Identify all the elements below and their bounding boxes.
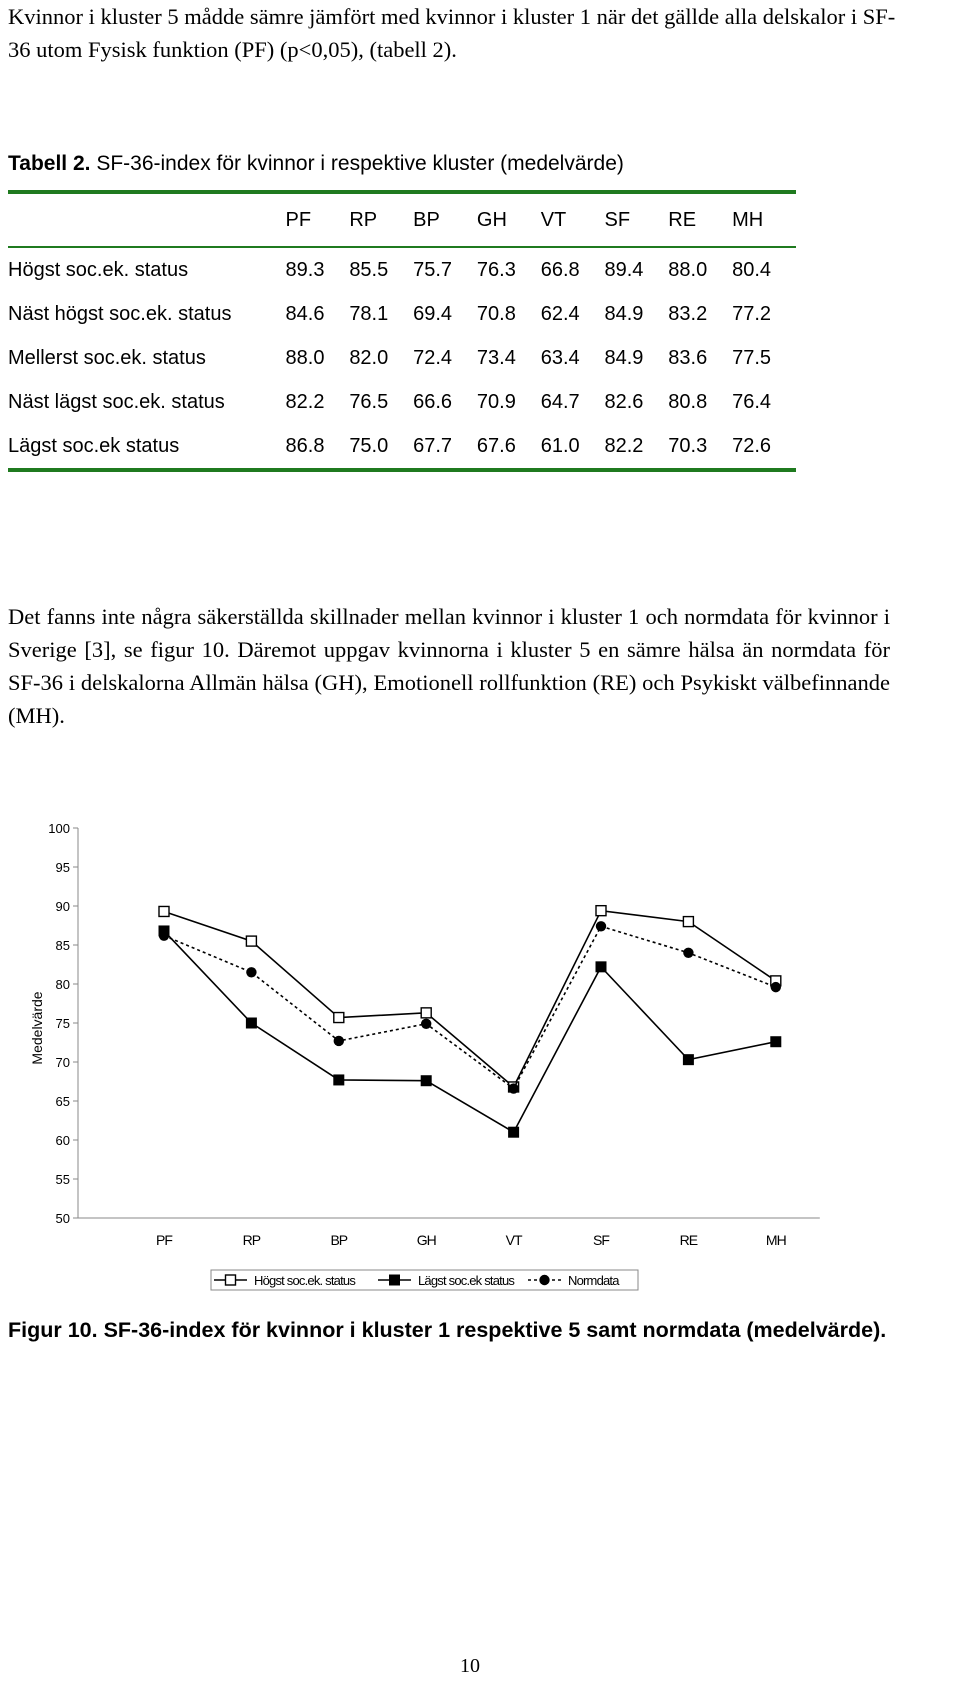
x-tick-label: GH — [416, 1232, 436, 1248]
table-cell: 80.8 — [668, 390, 708, 413]
y-tick-label: 80 — [55, 977, 70, 992]
row-label: Mellerst soc.ek. status — [8, 346, 206, 369]
row-label: Lägst soc.ek status — [8, 434, 180, 457]
legend-label: Normdata — [568, 1273, 619, 1288]
table-cell: 86.8 — [285, 434, 325, 457]
table-cell: 84.9 — [604, 302, 644, 325]
table-cell: 63.4 — [540, 346, 580, 369]
table-cell: 88.0 — [285, 346, 325, 369]
table-cell: 80.4 — [732, 258, 772, 281]
data-point — [683, 948, 693, 958]
chart-legend — [211, 1270, 638, 1290]
table-cell: 85.5 — [349, 258, 389, 281]
column-header-sf: SF — [604, 208, 631, 231]
table-cell: 82.2 — [604, 434, 644, 457]
table-row — [8, 247, 796, 292]
data-point — [421, 1019, 431, 1029]
x-tick-label: SF — [593, 1232, 609, 1248]
table-cell: 76.4 — [732, 390, 772, 413]
y-tick-label: 65 — [55, 1094, 70, 1109]
body-paragraph: Det fanns inte några säkerställda skillnader mellan kvinnor i kluster 1 och normdata för kvinnor i Sverige [3], se figur 10. Däremot uppgav kvinnorna i kluster 5 en sämre hälsa än normdata för SF-36 i delskalorna Allmän hälsa (GH), Emotionell rollfunktion (RE) och Psykiskt välbefinnande (MH). — [8, 604, 890, 728]
x-tick-label: VT — [505, 1232, 522, 1248]
data-point — [159, 906, 169, 916]
table-cell: 78.1 — [349, 302, 389, 325]
line-chart — [0, 805, 960, 1295]
y-tick-label: 50 — [55, 1211, 70, 1226]
table-cell: 82.6 — [604, 390, 644, 413]
table-cell: 70.9 — [476, 390, 516, 413]
chart-series-3 — [159, 921, 781, 1094]
y-tick-label: 90 — [55, 899, 70, 914]
x-tick-label: BP — [330, 1232, 348, 1248]
table-cell: 89.4 — [604, 258, 644, 281]
table-row — [8, 336, 796, 380]
column-header-vt: VT — [540, 208, 567, 231]
table-cell: 82.2 — [285, 390, 325, 413]
row-label: Näst högst soc.ek. status — [8, 302, 232, 325]
legend-label: Högst soc.ek. status — [254, 1273, 356, 1288]
series-line — [164, 931, 776, 1132]
x-tick-label: RE — [679, 1232, 698, 1248]
table-cell: 67.6 — [476, 434, 516, 457]
data-point — [334, 1013, 344, 1023]
table-cell: 61.0 — [540, 434, 580, 457]
legend-swatch-marker — [226, 1275, 236, 1285]
table-cell: 66.8 — [540, 258, 580, 281]
table-cell: 83.2 — [668, 302, 708, 325]
data-point — [683, 1055, 693, 1065]
chart-axes — [29, 821, 820, 1248]
column-header-pf: PF — [285, 208, 312, 231]
table-header-row — [8, 192, 796, 247]
y-tick-label: 55 — [55, 1172, 70, 1187]
table-cell: 73.4 — [476, 346, 516, 369]
x-tick-label: RP — [242, 1232, 261, 1248]
sf36-table — [8, 190, 796, 472]
data-point — [509, 1127, 519, 1137]
table-cell: 66.6 — [413, 390, 453, 413]
legend-label: Lägst soc.ek status — [418, 1273, 515, 1288]
table-row — [8, 380, 796, 424]
y-tick-label: 70 — [55, 1055, 70, 1070]
table-cell: 69.4 — [413, 302, 453, 325]
intro-paragraph: Kvinnor i kluster 5 mådde sämre jämfört med kvinnor i kluster 1 när det gällde alla delskalor i SF-36 utom Fysisk funktion (PF) (p<0,05), (tabell 2). — [8, 4, 896, 62]
data-point — [596, 906, 606, 916]
column-header-re: RE — [668, 208, 697, 231]
table-cell: 70.8 — [476, 302, 516, 325]
chart-series-group — [159, 906, 781, 1138]
data-point — [159, 930, 169, 940]
data-point — [334, 1036, 344, 1046]
data-point — [596, 921, 606, 931]
table-cell: 75.7 — [413, 258, 453, 281]
table-cell: 82.0 — [349, 346, 389, 369]
table-cell: 89.3 — [285, 258, 325, 281]
data-point — [771, 1037, 781, 1047]
table-header-empty — [8, 192, 286, 247]
column-header-mh: MH — [732, 208, 764, 231]
page-number: 10 — [460, 1655, 480, 1677]
legend-swatch-marker — [539, 1275, 549, 1285]
data-point — [246, 936, 256, 946]
table-cell: 64.7 — [540, 390, 580, 413]
table-cell: 67.7 — [413, 434, 453, 457]
table-cell: 84.9 — [604, 346, 644, 369]
table-cell: 75.0 — [349, 434, 389, 457]
table-cell: 83.6 — [668, 346, 708, 369]
data-point — [421, 1008, 431, 1018]
y-tick-label: 100 — [48, 821, 70, 836]
data-point — [334, 1075, 344, 1085]
table-cell: 70.3 — [668, 434, 708, 457]
table-cell: 77.2 — [732, 302, 772, 325]
table-cell: 72.6 — [732, 434, 772, 457]
table-cell: 62.4 — [540, 302, 580, 325]
table-caption-number: Tabell 2. — [8, 152, 91, 175]
data-point — [508, 1083, 518, 1093]
column-header-bp: BP — [413, 208, 440, 231]
data-point — [421, 1076, 431, 1086]
table-row — [8, 424, 796, 470]
table-caption — [8, 152, 624, 176]
y-tick-label: 75 — [55, 1016, 70, 1031]
table-cell: 84.6 — [285, 302, 325, 325]
table-caption-text: SF-36-index för kvinnor i respektive kluster (medelvärde) — [96, 152, 624, 175]
data-point — [596, 962, 606, 972]
y-tick-label: 95 — [55, 860, 70, 875]
y-tick-label: 85 — [55, 938, 70, 953]
table-cell: 72.4 — [413, 346, 453, 369]
table-cell: 88.0 — [668, 258, 708, 281]
y-tick-label: 60 — [55, 1133, 70, 1148]
table-row — [8, 292, 796, 336]
legend-swatch-marker — [390, 1275, 400, 1285]
data-point — [683, 917, 693, 927]
data-point — [246, 967, 256, 977]
table-cell: 77.5 — [732, 346, 772, 369]
row-label: Näst lägst soc.ek. status — [8, 390, 225, 413]
table-cell: 76.5 — [349, 390, 389, 413]
y-axis-title: Medelvärde — [29, 991, 45, 1065]
figure-caption: Figur 10. SF-36-index för kvinnor i kluster 1 respektive 5 samt normdata (medelvärde). — [8, 1318, 887, 1342]
data-point — [246, 1018, 256, 1028]
column-header-gh: GH — [476, 208, 507, 231]
table-cell: 76.3 — [476, 258, 516, 281]
column-header-rp: RP — [349, 208, 378, 231]
data-point — [771, 982, 781, 992]
x-tick-label: MH — [765, 1232, 786, 1248]
row-label: Högst soc.ek. status — [8, 258, 189, 281]
x-tick-label: PF — [156, 1232, 172, 1248]
